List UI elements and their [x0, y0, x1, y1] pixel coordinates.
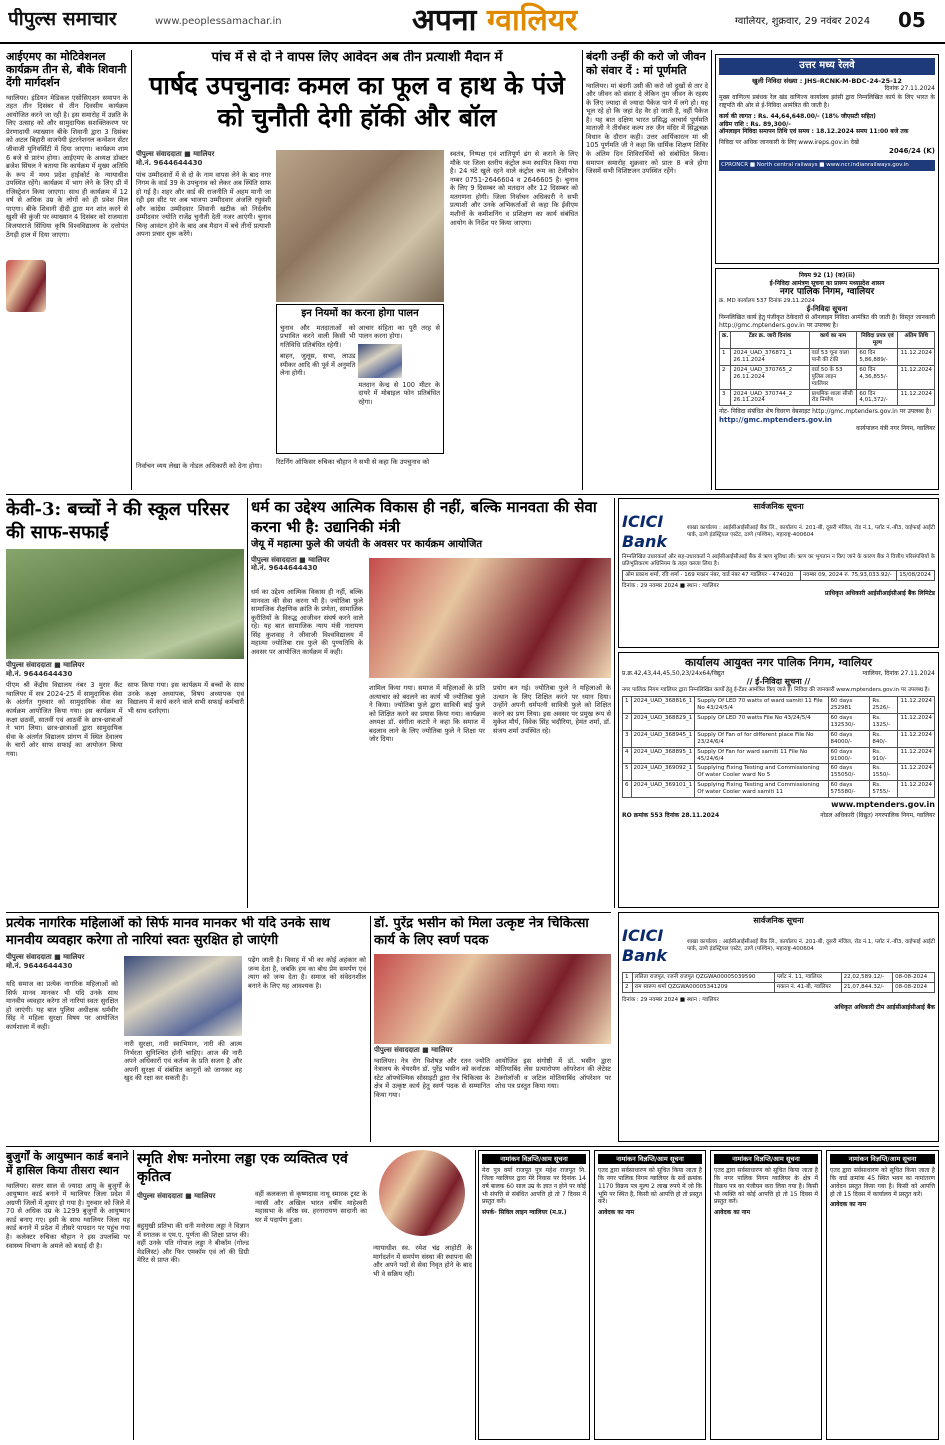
manorama-story	[137, 1150, 472, 1440]
table-row: 2 2024_UAD_370765_2 26.11.2024 वार्ड 50 के 53 पुलिस लाइन ग्वालियर 60 दिन 4,36,855/- 11.12.2024	[720, 365, 935, 389]
women-mobile: मो.नं. 9644644430	[6, 961, 73, 970]
women-safety-story	[6, 916, 366, 1142]
manorama-body-2: वहीं कलकत्ता से कृष्णदास नाथू स्मारक ट्रस्ट के न्यासी और अखिल भारत वर्षीय माहेश्वरी महासभा के वरिष्ठ स्व. हरनारायण सादानी का घर में पदार्पण हुआ।	[255, 1190, 367, 1224]
women-body-1: यदि समाज का प्रत्येक नागरिक महिलाओं को सिर्फ मानव मानकर भी यदि उनके साथ मानवीय व्यवहार करेगा तो नारियां स्वतः सुरक्षित हो जाएंगी। यह बात पुलिस अधीक्षक धर्मवीर सिंह ने महिला सुरक्षा विषय पर आयोजित कार्यशाला में कही।	[6, 980, 118, 1031]
mp-title: ई-निविदा सूचना	[806, 305, 848, 314]
dharm-body-3: प्रयोग बन गई। ज्योतिबा फुले ने महिलाओं के उत्थान के लिए शिक्षित करने पर ध्यान दिया। उन्होंने अपनी धर्मपत्नी सावित्री फुले को शिक्षित करने का प्रण लिया। इस अवसर पर प्रमुख रूप से मुकेश मौर्य, विवेक सिंह भदौरिया, हेमंत शर्मा, डॉ. संजय शर्मा उपस्थित रहे।	[493, 684, 611, 735]
main-story	[136, 50, 578, 490]
table-row: 3 2024_UAD_370744_2 26.11.2024 प्राथमिक शाला सीसी रोड निर्माण 60 दिन 4,01,372/- 11.12.2024	[720, 389, 935, 406]
column-divider	[370, 916, 371, 1142]
railway-tender-no: खुली निविदा संख्या : JHS-RCNK-M-BDC-24-25-12	[752, 76, 902, 85]
main-footer-left: निर्वाचन व्यय लेखा के नोडल अधिकारी को देना होगा।	[136, 462, 263, 470]
evm-machine-image	[358, 344, 402, 378]
icici1-table	[622, 570, 935, 581]
table-row: 2 राम स्वरूप शर्मा QZGWA00005341209 मकान नं. 41-बी, ग्वालियर 21,07,844.32/- 08-08-2024	[623, 982, 935, 992]
rule-item: बाहन, जुलूस, सभा, लाउड स्पीकर आदि की पूर्व में अनुमति लेना होगी।	[280, 352, 356, 378]
doctor-body-2: आयोजित इस संगोष्ठी में डॉ. भसीन द्वारा मोतियाबिंद लेंस प्रत्यारोपण ऑपरेशन की लेटेस्ट टेक्नोलॉजी व जटिल मोतियाबिंद ऑपरेशन पर शोध पत्र प्रस्तुत किया गया।	[495, 1056, 611, 1091]
row-divider	[6, 1146, 939, 1147]
notice-sign: आवेदक का नाम	[714, 1209, 751, 1217]
icici2-sign: अधिकृत अधिकारी टीम आईसीआईसीआई बैंक	[834, 1003, 935, 1011]
railway-body: मुख्य वाणिज्य प्रबंधक रेल खंड वाणिज्य कार्यालय झांसी द्वारा निम्नलिखित कार्य के लिए भारत के राष्ट्रपति की ओर से ई-निविदा आमंत्रित की जाती है।	[719, 94, 935, 109]
name-notice-3	[710, 1150, 822, 1440]
icici1-amount: नवम्बर 09, 2024 रु. 75,93,033.92/-	[801, 571, 897, 581]
table-row: 1 2024_UAD_376871_1 26.11.2024 वार्ड 53 चूना वाला पानी की टंकी 60 दिन 5,86,889/- 11.12.2024	[720, 349, 935, 366]
dateline: ग्वालियर, शुक्रवार, 29 नवंबर 2024	[735, 16, 871, 27]
column-divider	[475, 1150, 476, 1440]
manorama-body-1: बहुमुखी प्रतिभा की धनी मनोरमा लड्डा ने विज्ञान में स्नातक व एम.ए. पूर्णता की शिक्षा प्राप्त की। वहीं उनके पति गोपाल लड्डा ने बीकॉम (गोल्ड मेडलिस्ट) और फिर एमकॉम एवं लॉ की डिग्री मेरिट से प्राप्त की।	[137, 1222, 249, 1265]
dharm-byline: पीपुल्स संवाददाता ■ ग्वालियर	[251, 555, 330, 564]
kv3-mobile: मो.नं. 9644644430	[6, 669, 73, 678]
railway-footer: निविदा पर अधिक जानकारी के लिए www.ireps.gov.in देखें	[719, 139, 859, 147]
kv3-story	[6, 498, 244, 908]
railway-line: ऑनलाइन निविदा समापन तिथि एवं समय : 18.12.2024 समय 11:00 बजे तक	[719, 128, 909, 136]
ayushman-story	[6, 1150, 130, 1440]
rules-box	[276, 304, 444, 454]
nagar-nigam-tender-notice	[715, 268, 939, 490]
railway-line: अग्रिम राशि : Rs. 89,300/-	[719, 120, 791, 128]
section-title	[412, 2, 578, 40]
section-prefix: अपना	[412, 3, 477, 38]
dharm-body-1: धर्म का उद्देश्य आत्मिक विकास ही नहीं, बल्कि मानवता की सेवा करना भी है। ज्योतिबा फुले सामाजिक शैक्षणिक क्रांति के प्रणेता, सामाजिक कुरीतियों के विरुद्ध आजीवन संघर्ष करने वाले रहे। यह बात सामाजिक न्याय मंत्री नारायण सिंह कुशवाह ने जीवाजी विश्वविद्यालय में महात्मा ज्योतिबा राव फुले की पुण्यतिथि के अवसर पर आयोजित कार्यक्रम में कही।	[251, 588, 363, 656]
main-mobile: मो.नं. 9644644430	[136, 158, 203, 167]
table-row: 3 2024_UAD_368945_1 Supply Of Fan of for different place File No 23/24/6/4 60 days 84000/- Rs. 840/- 11.12.2024	[623, 730, 935, 747]
commissioner-tender-notice	[618, 652, 939, 908]
icici1-title: सार्वजनिक सूचना	[753, 502, 804, 511]
mp-intro: निम्नलिखित कार्य हेतु पंजीकृत ठेकेदारों से ऑनलाइन निविदा आमंत्रित की जाती है। विस्तृत जानकारी http://gmc.mptenders.gov.in पर उपलब्ध है।	[719, 313, 935, 329]
mp-website-link[interactable]: http://gmc.mptenders.gov.in	[719, 416, 832, 425]
column-divider	[614, 498, 615, 908]
main-body-left: पांच उम्मीदवारों में से दो के नाम वापस लेने के बाद नगर निगम के वार्ड 39 के उपचुनाव को लेकर अब स्थिति साफ हो गई है। शहर और वार्ड की राजनीति में अहम मानी जा रही इस सीट पर अब भाजपा उम्मीदवार अंजलि रघुवंशी और कांग्रेस उम्मीदवार शिवानी खटीक को निर्दलीय उम्मीदवार ज्योति राजेंद्र चुनौती देती नजर आएंगी। चुनाव चिन्ह आवंटन होने के बाद अब मैदान में बचे तीनों प्रत्याशी अपना प्रचार शुरू करेंगे।	[136, 170, 271, 239]
kv3-byline: पीपुल्स संवाददाता ■ ग्वालियर	[6, 660, 85, 669]
notice-title: नामांकन विज्ञप्ति/आम सूचना	[830, 1154, 935, 1164]
notice-title: नामांकन विज्ञप्ति/आम सूचना	[714, 1154, 818, 1164]
manorama-byline: पीपुल्स संवाददाता ■ ग्वालियर	[137, 1192, 216, 1201]
women-body-3: पढ़ेंग जाती है। विवाह में भी का कोई अहंकार को जन्म देता है, जबकि हम का बोध प्रेम समर्पण एवं त्याग को जन्म देता है। समाज को संवेदनशील बनाने के लिए यह आवश्यक है।	[248, 956, 366, 990]
icici2-title: सार्वजनिक सूचना	[753, 916, 804, 925]
notice-body: मेरा पुत्र वर्मा राजपूत पुत्र महेश राजपूत नि. जिला ग्वालियर द्वारा मेरे निवास पर दिनांक 14 वर्ष बालक 60 साल उम्र के ज्ञात न होने पर कोई भी संपत्ति से संबंधित आपत्ति हो तो 7 दिवस में प्रस्तुत करें।	[482, 1167, 586, 1206]
table-row	[623, 571, 935, 581]
name-notice-4	[826, 1150, 939, 1440]
rule-item: आचार संहिता का पूरी तरह से पालन करना होगा।	[358, 323, 440, 341]
women-headline: प्रत्येक नागरिक महिलाओं को सिर्फ मानव मानकर भी यदि उनके साथ मानवीय व्यवहार करेगा तो नारियां स्वतः सुरक्षित हो जाएंगी	[6, 916, 330, 948]
icici1-sign: प्राधिकृत अधिकारी आईसीआईसीआई बैंक लिमिटेड	[824, 590, 935, 598]
notice-body: एतद द्वारा सर्वसाधारण को सूचित किया जाता है कि वार्ड क्रमांक 45 स्थित भवन का नामांतरण आवेदन प्रस्तुत किया गया है। किसी को आपत्ति हो तो 15 दिवस में कार्यालय में प्रस्तुत करें।	[830, 1167, 935, 1198]
award-ceremony-photo	[374, 954, 611, 1044]
brand-logo: पीपुल्स समाचार	[8, 8, 117, 30]
table-header: क्र.	[720, 332, 731, 349]
dharm-headline: धर्म का उद्देश्य आत्मिक विकास ही नहीं, बल्कि मानवता की सेवा करना भी है: उद्यानिकी मंत्री	[251, 498, 597, 536]
doctor-body-1: ग्वालियर। नेत्र रोग विशेषज्ञ और रतन ज्योति नेत्रालय के चेयरमैन डॉ. पुरेंद्र भसीन को कर्नाटक स्टेट ऑफ्थेल्मिक सोसाइटी द्वारा नेत्र चिकित्सा के क्षेत्र में उत्कृष्ट कार्य हेतु स्वर्ण पदक से सम्मानित किया गया।	[374, 1056, 490, 1099]
ima-body: ग्वालियर। इंडियन मेडिकल एसोसिएशन समापन के तहत तीन दिसंबर से तीन दिवसीय कार्यक्रम आयोजित करने जा रही है। इस समारोह में उन्नति के लिए उत्साह को और सामुदायिक सशक्तिकरण पर प्रेरणादायी व्याख्यान बीके शिवानी द्वारा 3 दिसंबर को अटल बिहारी वाजपेयी इंटरनेशनल कन्वेंशन सेंटर जीवाजी यूनिवर्सिटी में दिया जाएगा। कार्यक्रम शाम 6 बजे से प्रारंभ होगा। आईएमए के अध्यक्ष डॉक्टर ब्रजेश सिंघल ने बताया कि कार्यक्रम में मुख्य अतिथि के रूप में मध्य प्रदेश हाईकोर्ट के न्यायाधीश उपस्थित रहेंगे। कार्यक्रम में भाग लेने के लिए प्री में रजिस्ट्रेशन किया जाएगा। साथ ही कार्यक्रम में 12 वर्ष से अधिक उम्र के लोगों को ही प्रवेश मिल पाएगा। बीके शिवानी दीदी द्वारा मन शांत करने से खुशी की कुंजी पर व्याख्यान 4 दिसंबर को राजमाता विजयाराजे सिंधिया कृषि विश्वविद्यालय के दत्तोपंत ठेंगड़ी हाल में दिया जाएगा।	[6, 93, 128, 239]
main-footer-right: रिटर्निंग ऑफिसर रुचिका चौहान ने सभी से कहा कि उपचुनाव को	[276, 458, 430, 466]
doctor-award-story	[374, 916, 611, 1142]
railway-code: 2046/24 (K)	[888, 146, 935, 155]
women-byline: पीपुल्स संवाददाता ■ ग्वालियर	[6, 952, 85, 961]
dharm-subhead: जेयू में महात्मा फुले की जयंती के अवसर पर कार्यक्रम आयोजित	[251, 539, 483, 550]
ayushman-body: ग्वालियर। सत्तर साल से ज्यादा आयु के बुजुर्गों के आयुष्मान कार्ड बनाने में ग्वालियर जिला प्रदेश में अग्रणी जिलों में शुमार हो गया है। गुरुवार को जिले में 70 से अधिक उम्र के 1299 बुजुर्गों के आयुष्मान कार्ड बनाए गए। इसी के साथ ग्वालियर जिला यह कार्ड बनाने में प्रदेश में तीसरे पायदान पर पहुंच गया है। कलेक्टर रुचिका चौहान ने इस उपलब्धि पर स्वास्थ्य विभाग के अमले को बधाई दी है।	[6, 1181, 130, 1250]
main-body-right: स्वतंत्र, निष्पक्ष एवं शांतिपूर्ण ढंग से कराने के लिए मौके पर जिला स्तरीय कंट्रोल रूम स्थापित किया गया है। 24 घंटे खुले रहने वाले कंट्रोल रूम का टेलीफोन नम्बर 0751-2646604 व 2646605 है। चुनाव के लिए 9 दिसम्बर को मतदान और 12 दिसम्बर को मतगणना होगी। जिला निर्वाचन अधिकारी ने सभी प्रत्याशी और उनके अभिकर्ताओं से कहा कि ईवीएम मशीनों के कमीशनिंग व प्रशिक्षण का कार्य संबंधित आयोग के निर्देश पर किया जाएगा।	[450, 150, 578, 227]
icici2-address: शाखा कार्यालय : आईसीआईसीआई बैंक लि., कार्यालय नं. 201-बी, दूसरी मंजिल, रोड नं.1, प्लॉट नं.-बी3, वाईफाई आईटी पार्क, ठाणे इंडस्ट्रियल एस्टेट, ठाणे (पश्चिम), महाराष्ट्र-400604	[686, 938, 935, 952]
icici1-body: निम्नलिखित उधारकर्ता और सह-उधारकर्ता ने आईसीआईसीआई बैंक से ऋण सुविधा ली। ऋण का भुगतान न किए जाने के कारण बैंक ने वित्तीय परिसंपत्तियों के प्रतिभूतिकरण अधिनियम के तहत कब्जा लिया है।	[622, 554, 935, 568]
main-headline: पार्षद उपचुनावः कमल का फूल व हाथ के पंजे को चुनौती देगी हॉकी और बॉल	[149, 71, 565, 132]
icici1-date: 15/08/2024	[897, 571, 935, 581]
icici-public-notice-2	[618, 912, 939, 1142]
manorama-headline: स्मृति शेषः मनोरमा लड्डा एक व्यक्तित्व एवं कृतित्व	[137, 1151, 348, 1186]
icici-logo: ICICI Bank	[622, 926, 668, 965]
mp-note: नोट- निविदा संबंधित शेष विवरण वेबसाइट http://gmc.mptenders.gov.in पर उपलब्ध है।	[719, 408, 932, 416]
manorama-portrait	[379, 1150, 465, 1236]
mp-rule: नियम 92 (1) (क)(ii)	[799, 272, 855, 279]
ayushman-headline: बुजुर्गों के आयुष्मान कार्ड बनाने में हासिल किया तीसरा स्थान	[6, 1150, 129, 1178]
rule-item: मतदान केन्द्र से 100 मीटर के दायरे में मोबाइल फोन प्रतिबंधित रहेगा।	[358, 380, 440, 406]
row-divider	[6, 912, 611, 913]
commissioner-subtitle: // ई-निविदा सूचना //	[746, 677, 811, 687]
commissioner-ro: RO क्रमांक 553 दिनांक 28.11.2024	[622, 811, 720, 819]
commissioner-website-link[interactable]: www.mptenders.gov.in	[831, 799, 935, 809]
icici-logo: ICICI Bank	[622, 512, 668, 551]
railway-date: दिनांक 27.11.2024	[884, 84, 935, 92]
masthead	[0, 0, 945, 44]
main-left-col	[136, 150, 271, 490]
commissioner-date: ग्वालियर, दिनांक 27.11.2024	[862, 669, 935, 677]
kv3-headline: केवी-3: बच्चों ने की स्कूल परिसर की साफ-सफाई	[6, 499, 229, 544]
table-header: कार्य का नाम	[809, 332, 857, 349]
column-divider	[711, 50, 712, 490]
table-row: 5 2024_UAD_369092_1 Supplying Fixing Testing and Commissioning Of water Cooler ward No 5 60 days 155050/- Rs. 1550/- 11.12.2024	[623, 764, 935, 781]
purnamati-story	[586, 50, 708, 490]
notice-sign: आवेदक का नाम	[830, 1201, 867, 1209]
notice-sign: आवेदक का नाम	[598, 1209, 635, 1217]
doctor-byline: पीपुल्स संवाददाता ■ ग्वालियर	[374, 1045, 453, 1054]
table-header: टेंडर क्र. जारी दिनांक	[731, 332, 809, 349]
table-row: 6 2024_UAD_369101_1 Supplying Fixing Testing and Commissioning Of water Cooler ward samiti 11 60 days 575580/- Rs. 5755/- 11.12.2024	[623, 781, 935, 798]
column-divider	[247, 498, 248, 908]
kv3-body-1: पीएम श्री केंद्रीय विद्यालय नंबर 3 मुरार कैंट ग्वालियर में सत्र 2024-25 में सामुदायिक सेवा के अंतर्गत गुरुवार को सामुदायिक सेवा का कार्यक्रम आयोजित किया गया। इस कार्यक्रम में कक्षा छठवीं, सातवीं एवं आठवीं के छात्र-छात्राओं ने भाग लिया। छात्र-छात्राओं द्वारा सामुदायिक सेवा के अंतर्गत विद्यालय प्रांगण में स्थित देवालय के चारों ओर साफ सफाई का आयोजन किया गया।	[6, 681, 123, 758]
icici1-footer: दिनांक : 29 नवम्बर 2024 ■ स्थान : ग्वालियर	[622, 583, 719, 590]
workshop-photo	[124, 956, 242, 1036]
ima-headline: आईएमए का मोटिवेशनल कार्यक्रम तीन से, बीके शिवानी देंगी मार्गदर्शन	[6, 50, 127, 90]
commissioner-ref: प्र.क्र.42,43,44,45,50,23/24x64/विद्युत	[622, 669, 725, 677]
dharm-body-2: शामिल किया गया। समाज में महिलाओं के प्रति अत्याचार को बदलने का कार्य भी ज्योतिबा फुले ने किया। ज्योतिबा फुले द्वारा सावित्री बाई फुले को शिक्षित करने का प्रयास किया गया। कार्यक्रम अध्यक्ष डॉ. संगीता कटारे ने कहा कि समाज में बदलाव लाने के लिए ज्योतिबा फुले ने शिक्षा पर जोर दिया।	[369, 684, 485, 744]
kv3-body-2: साफ किया गया। इस कार्यक्रम में बच्चों के साथ उनके कक्षा अध्यापक, विषय अध्यापक एवं विद्यालय में कार्य करने वाले सभी सफाई कर्मचारी भी साथ दर्शाएगा।	[127, 681, 244, 715]
section-city: ग्वालियर	[486, 3, 578, 38]
jayanti-event-photo	[369, 558, 611, 678]
women-body-2: नारी सुरक्षा, नारी स्वाभिमान, नारी की आत्म निर्भरता सुनिश्चित होनी चाहिए। आज की नारी अपने अधिकारों एवं कर्तव्य के प्रति सजग है और अपनी सुरक्षा में संबंधित कानूनों को जानकर वह खुद की रक्षा कर सकती है।	[124, 1040, 242, 1083]
doctor-headline: डॉ. पुरेंद्र भसीन को मिला उत्कृष्ट नेत्र चिकित्सा कार्य के लिए स्वर्ण पदक	[374, 916, 589, 948]
icici1-address: शाखा कार्यालय : आईसीआईसीआई बैंक लि., कार्यालय नं. 201-बी, दूसरी मंजिल, रोड नं.1, प्लॉट नं.-बी3, वाईफाई आईटी पार्क, ठाणे इंडस्ट्रियल एस्टेट, ठाणे (पश्चिम), महाराष्ट्र-400604	[686, 524, 935, 538]
dharm-story	[251, 498, 611, 908]
column-divider	[133, 1150, 134, 1440]
main-byline: पीपुल्स संवाददाता ■ ग्वालियर	[136, 150, 215, 158]
column-divider	[131, 50, 132, 490]
table-row: 2 2024_UAD_368829_1 Supply Of LED 70 watts File No 43/24/5/4 60 days 132530/- Rs. 1325/- 11.12.2024	[623, 714, 935, 731]
icici2-table	[622, 972, 935, 993]
mp-header: ई-निविदा आमंत्रण सूचना का प्रारूप मध्यप्रदेश शासन	[769, 279, 885, 287]
notice-sign: संपर्क- सिविल लाइन ग्वालियर (म.प्र.)	[482, 1209, 567, 1217]
mp-org: नगर पालिक निगम, ग्वालियर	[779, 287, 875, 297]
row-divider	[6, 494, 939, 495]
railway-tender-notice	[715, 54, 939, 264]
icici2-footer: दिनांक : 29 नवम्बर 2024 ■ स्थान : ग्वालियर	[622, 996, 719, 1003]
icici-public-notice-1	[618, 498, 939, 648]
purnamati-body: ग्वालियर। मां बंदगी उसी की करो जो दुखों से तार दे और जीवन को संवार दे लेकिन तुम जीवन के रहस्य के लिए ज्यादा से ज्यादा पैकेज पाने में लगे हो। यह भूल रहे हो कि जहां देह वैर हो जाती है, वहीं पैकेज है। यह बात दक्षिण भारत प्रसिद्ध आचार्य पूर्णमति माताजी ने तीर्थंकर कल्प तरु जैन मंदिर में सिद्धचक्र विधान के दौरान कही। उत्तर आर्यिकारत्न मां श्री 105 पूर्णमति जी ने कहा कि धार्मिक शिक्षण शिविर के अंतिम दिन शिविरार्थियों को संबोधित किया। समापन समारोह शुक्रवार को प्रातः 8 बजे होगा जिसमें सभी विशिष्टजन उपस्थित रहेंगे।	[586, 81, 708, 176]
rule-item: चुनाव और मतदाताओं को प्रभावित करने वाली किसी भी गतिविधि प्रतिबंधित रहेगी।	[280, 323, 356, 349]
commissioner-table	[622, 696, 935, 798]
manorama-body-3: न्यायाधीश स्व. रमेश चंद्र लाहोटी के मार्गदर्शन में समर्पण संस्था की स्थापना की और अपने पदों से सेवा निवृत होने के बाद भी वे सक्रिय रहीं।	[373, 1244, 472, 1278]
polling-training-photo	[276, 150, 444, 302]
mp-ref: क्र. MD कार्यालय 537 दिनांक 29.11.2024	[719, 298, 815, 305]
notice-title: नामांकन विज्ञप्ति/आम सूचना	[598, 1154, 702, 1164]
name-notice-2	[594, 1150, 706, 1440]
table-row: 4 2024_UAD_368895_1 Supply Of Fan for ward samiti 11 File No 45/24/6/4 60 days 91000/- Rs. 910/- 11.12.2024	[623, 747, 935, 764]
bk-shivani-photo	[6, 260, 46, 312]
page-number: 05	[898, 8, 926, 32]
website-link[interactable]: www.peoplessamachar.in	[155, 16, 282, 27]
table-row: 1 ललिता राजपूत, रजनी राजपूत QZGWA00005039590 प्लॉट नं. 11, ग्वालियर 22,02,589.12/- 08-08-2024	[623, 973, 935, 983]
name-notice-1	[478, 1150, 590, 1440]
table-header: निविदा प्रपत्र एवं मूल्य	[857, 332, 898, 349]
main-kicker: पांच में से दो ने वापस लिए आवेदन अब तीन प्रत्याशी मैदान में	[211, 50, 503, 65]
mp-signatory: कार्यपालन यंत्री नगर निगम, ग्वालियर	[855, 424, 935, 432]
purnamati-headline: बंदगी उन्हीं की करो जो जीवन को संवार दें : मां पूर्णमति	[586, 50, 706, 77]
commissioner-title: कार्यालय आयुक्त नगर पालिक निगम, ग्वालियर	[684, 656, 873, 669]
kv3-cleaning-photo	[6, 549, 244, 659]
railway-social-bar: CPRONCR ■ North central railways ■ www.ncr.indianrailways.gov.in	[719, 160, 935, 171]
commissioner-intro: नगर पालिक निगम ग्वालियर द्वारा निम्नलिखित कार्यों हेतु ई-टेंडर आमंत्रित किए जाते हैं। निविदा की जानकारी www.mptenders.gov.in पर उपलब्ध है।	[622, 687, 930, 694]
table-row: 1 2024_UAD_368816_1 Supply Of LED 70 watts of ward samiti 11 File No 43/24/5/4 60 days 252981 Rs. 2526/- 11.12.2024	[623, 697, 935, 714]
notice-body: एतद द्वारा सर्वसाधारण को सूचित किया जाता है कि नगर पालिक निगम ग्वालियर के क्षेत्र में विक्रय पत्र का पंजीयन करा लिया गया है। किसी भी व्यक्ति को कोई आपत्ति हो तो 15 दिवस में प्रस्तुत करें।	[714, 1167, 818, 1206]
table-header: अंतिम तिथि	[898, 332, 935, 349]
ima-story	[6, 50, 128, 490]
dharm-mobile: मो.नं. 9644644430	[251, 564, 318, 573]
notice-body: एतद द्वारा सर्वसाधारण को सूचित किया जाता है कि नगर पालिक निगम ग्वालियर के सर्वे क्रमांक 1170 विक्रय पत्र मूल्य 2 लाख रुपये में जो कि भूमि पर स्थित है, किसी को आपत्ति हो तो प्रस्तुत करें।	[598, 1167, 702, 1206]
notice-title: नामांकन विज्ञप्ति/आम सूचना	[482, 1154, 586, 1164]
rules-subhead: इन नियमों का करना होगा पालन	[301, 308, 419, 319]
railway-header: उत्तर मध्य रेलवे	[719, 58, 935, 75]
commissioner-sign: नोडल अधिकारी (विद्युत) नगरपालिक निगम, ग्वालियर	[820, 811, 935, 819]
mp-tender-table	[719, 331, 935, 406]
icici1-borrower: ओम प्रकाश शर्मा, रवि शर्मा - 169 मकान नंबर, वार्ड नंबर 47 ग्वालियर - 474020	[623, 571, 801, 581]
column-divider	[582, 50, 583, 490]
railway-line: कार्य की लागत : Rs. 44,64,648.00/- (18% जीएसटी सहित)	[719, 112, 876, 120]
